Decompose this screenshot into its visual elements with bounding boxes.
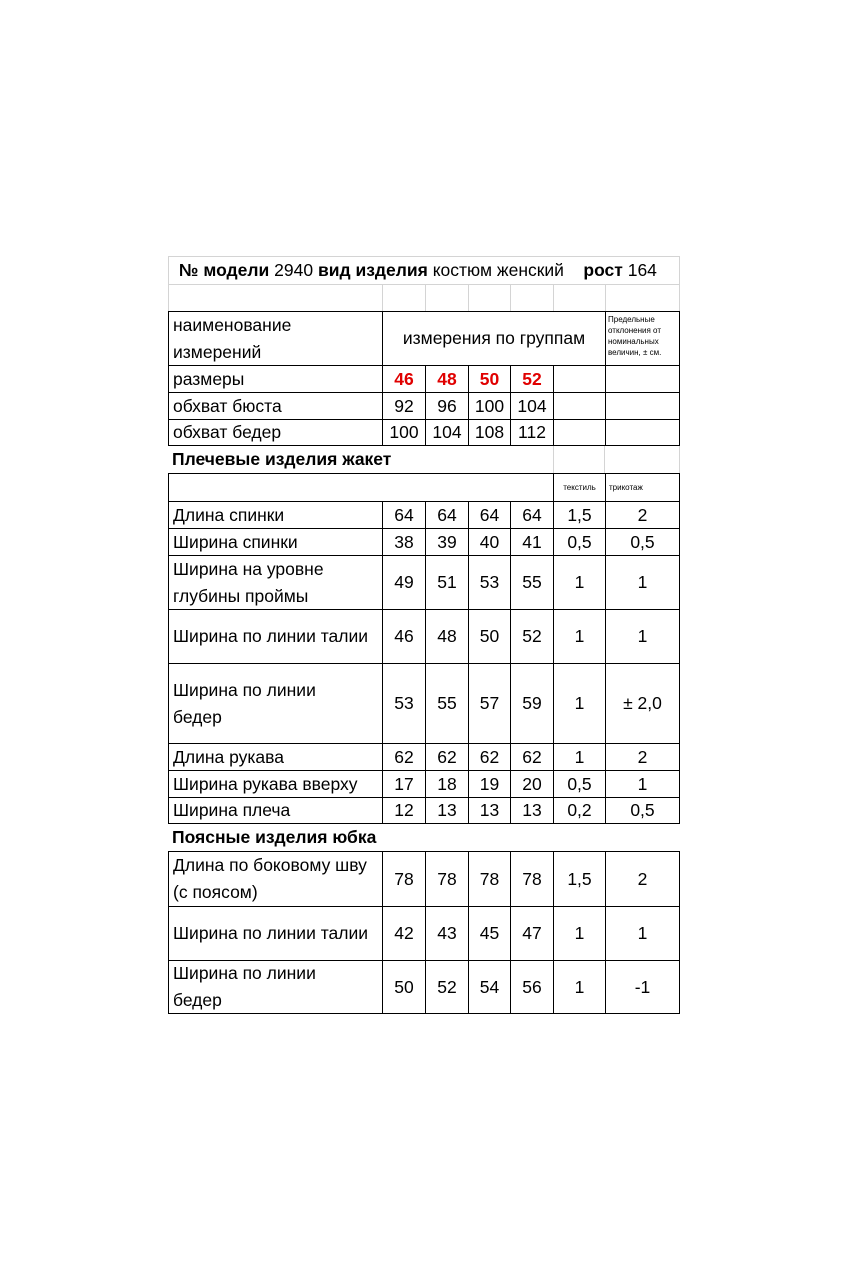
cell-value: 20	[510, 770, 553, 797]
cell-value: 64	[425, 501, 468, 528]
tolerance-header: Предельные отклонения от номинальных величин, ± см.	[605, 311, 680, 365]
type-value: костюм женский	[432, 260, 564, 280]
cell-value: 53	[382, 663, 425, 743]
row-label: Ширина по линии талии	[168, 609, 382, 663]
cell-value: 56	[510, 960, 553, 1014]
table-row	[168, 906, 680, 960]
cell-value: 100	[382, 419, 425, 446]
cell-value: 52	[425, 960, 468, 1014]
cell-value: 50	[468, 609, 510, 663]
cell-value: 17	[382, 770, 425, 797]
measure-name-header: наименование измерений	[168, 311, 382, 365]
row-label: обхват бедер	[168, 419, 382, 446]
textile-value: 0,2	[553, 797, 605, 824]
title-row	[168, 256, 680, 284]
tolerance-subheader-row	[168, 473, 680, 501]
knit-value: ± 2,0	[605, 663, 680, 743]
cell-value: 100	[468, 392, 510, 419]
height-label: рост	[583, 260, 623, 280]
cell-value: 108	[468, 419, 510, 446]
textile-value: 1	[553, 960, 605, 1014]
textile-value: 0,5	[553, 770, 605, 797]
cell-value: 96	[425, 392, 468, 419]
section-row	[168, 824, 680, 851]
cell-value: 62	[468, 743, 510, 770]
type-label: вид изделия	[317, 260, 428, 280]
cell-value: 38	[382, 528, 425, 555]
cell-value: 40	[468, 528, 510, 555]
textile-value: 1	[553, 663, 605, 743]
table-row	[168, 419, 680, 446]
knit-value: 1	[605, 609, 680, 663]
cell-value: 41	[510, 528, 553, 555]
cell-value: 47	[510, 906, 553, 960]
cell-value: 13	[510, 797, 553, 824]
size-50: 50	[468, 365, 510, 392]
cell-value: 49	[382, 555, 425, 609]
row-label: обхват бюста	[168, 392, 382, 419]
cell-value: 46	[382, 609, 425, 663]
row-label: Ширина по линии бедер	[168, 663, 382, 743]
groups-header: измерения по группам	[382, 311, 605, 365]
row-label: Ширина по линии бедер	[168, 960, 382, 1014]
table-row	[168, 770, 680, 797]
cell-value: 59	[510, 663, 553, 743]
jacket-section-title: Плечевые изделия жакет	[172, 449, 392, 469]
size-48: 48	[425, 365, 468, 392]
table-row	[168, 555, 680, 609]
textile-value: 1,5	[553, 851, 605, 906]
row-label: Длина по боковому шву (с поясом)	[168, 851, 382, 906]
cell-value: 62	[510, 743, 553, 770]
col-textile: текстиль	[553, 473, 605, 501]
cell-value: 13	[425, 797, 468, 824]
knit-value: 1	[605, 906, 680, 960]
cell-value: 78	[468, 851, 510, 906]
cell-value: 45	[468, 906, 510, 960]
knit-value: 1	[605, 555, 680, 609]
cell-value: 78	[425, 851, 468, 906]
textile-value: 1	[553, 609, 605, 663]
cell-value: 19	[468, 770, 510, 797]
row-label: Ширина по линии талии	[168, 906, 382, 960]
table-row	[168, 501, 680, 528]
cell-value: 62	[382, 743, 425, 770]
cell-value: 64	[468, 501, 510, 528]
cell-value: 54	[468, 960, 510, 1014]
cell-value: 55	[425, 663, 468, 743]
model-label: № модели	[179, 260, 270, 280]
table-head-row	[168, 311, 680, 365]
table-row	[168, 851, 680, 906]
cell-value: 78	[382, 851, 425, 906]
table-row	[168, 609, 680, 663]
cell-value: 42	[382, 906, 425, 960]
knit-value: 0,5	[605, 528, 680, 555]
row-label: Длина рукава	[168, 743, 382, 770]
cell-value: 39	[425, 528, 468, 555]
row-label: Ширина рукава вверху	[168, 770, 382, 797]
knit-value: -1	[605, 960, 680, 1014]
col-knit: трикотаж	[605, 473, 680, 501]
textile-value: 1	[553, 906, 605, 960]
row-label: Ширина на уровне глубины проймы	[168, 555, 382, 609]
textile-value: 1	[553, 555, 605, 609]
cell-value: 55	[510, 555, 553, 609]
knit-value: 2	[605, 851, 680, 906]
cell-value: 62	[425, 743, 468, 770]
table-row	[168, 663, 680, 743]
row-label: Ширина плеча	[168, 797, 382, 824]
cell-value: 53	[468, 555, 510, 609]
size-52: 52	[510, 365, 553, 392]
size-46: 46	[382, 365, 425, 392]
cell-value: 52	[510, 609, 553, 663]
cell-value: 112	[510, 419, 553, 446]
cell-value: 12	[382, 797, 425, 824]
section-row	[168, 446, 680, 473]
size-chart	[168, 256, 680, 1014]
cell-value: 43	[425, 906, 468, 960]
cell-value: 78	[510, 851, 553, 906]
spacer-row	[168, 284, 680, 311]
table-row	[168, 797, 680, 824]
textile-value: 1	[553, 743, 605, 770]
textile-value: 0,5	[553, 528, 605, 555]
cell-value: 104	[510, 392, 553, 419]
knit-value: 2	[605, 743, 680, 770]
cell-value: 64	[382, 501, 425, 528]
cell-value: 104	[425, 419, 468, 446]
knit-value: 0,5	[605, 797, 680, 824]
cell-value: 51	[425, 555, 468, 609]
model-value: 2940	[274, 260, 314, 280]
table-row	[168, 960, 680, 1014]
row-label: Длина спинки	[168, 501, 382, 528]
cell-value: 18	[425, 770, 468, 797]
height-value: 164	[627, 260, 657, 280]
table-row	[168, 392, 680, 419]
table-row	[168, 528, 680, 555]
cell-value: 92	[382, 392, 425, 419]
textile-value: 1,5	[553, 501, 605, 528]
skirt-section-title: Поясные изделия юбка	[172, 827, 377, 847]
cell-value: 50	[382, 960, 425, 1014]
cell-value: 64	[510, 501, 553, 528]
sizes-label: размеры	[168, 365, 382, 392]
sizes-row	[168, 365, 680, 392]
row-label: Ширина спинки	[168, 528, 382, 555]
cell-value: 48	[425, 609, 468, 663]
cell-value: 57	[468, 663, 510, 743]
cell-value: 13	[468, 797, 510, 824]
knit-value: 1	[605, 770, 680, 797]
knit-value: 2	[605, 501, 680, 528]
table-row	[168, 743, 680, 770]
